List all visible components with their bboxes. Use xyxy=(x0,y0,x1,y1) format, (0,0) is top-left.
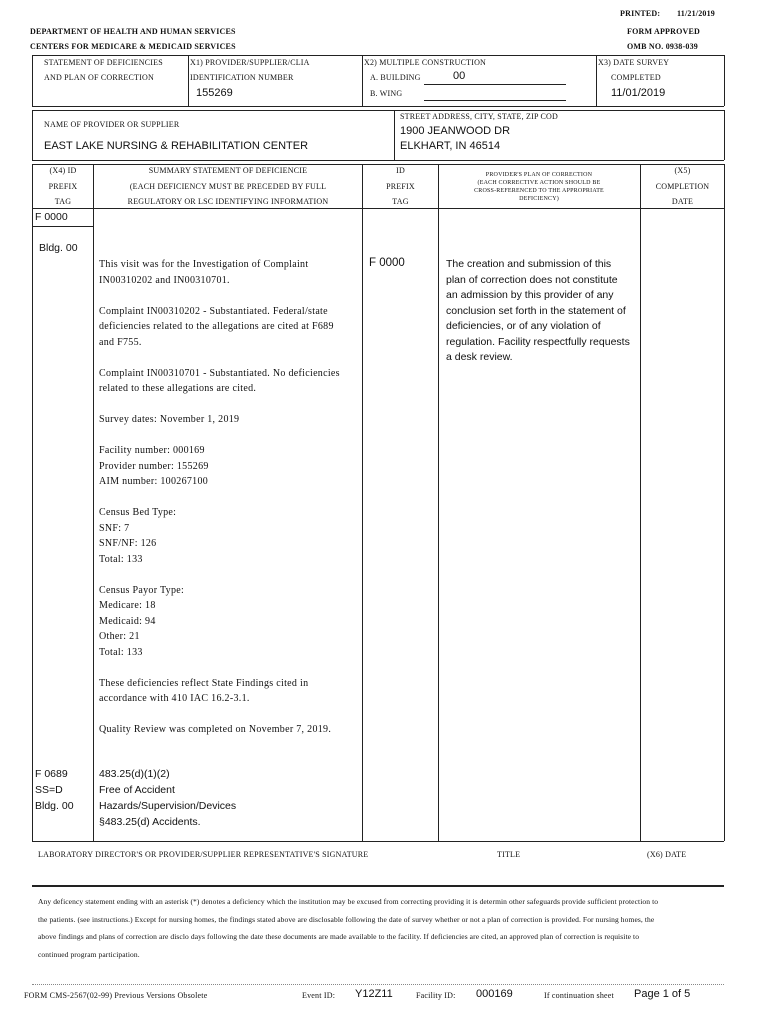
rule xyxy=(93,164,94,841)
x5-header-3: DATE xyxy=(671,197,694,206)
summary-paragraph: Census Payor Type: Medicare: 18 Medicaid: 94 Other: 21 Total: 133 xyxy=(99,584,185,658)
poc-header-4: DEFICIENCY) xyxy=(519,196,559,202)
x1-label-1: X1) PROVIDER/SUPPLIER/CLIA xyxy=(190,58,310,67)
address-line-1: 1900 JEANWOOD DR xyxy=(400,125,511,137)
x5-header-1: (X5) xyxy=(674,166,691,175)
signature-label: LABORATORY DIRECTOR'S OR PROVIDER/SUPPLIER REPRESENTATIVE'S SIGNATURE xyxy=(38,850,369,859)
wing-underline xyxy=(424,100,566,101)
signature-rule xyxy=(32,885,724,887)
regulation-line-3: Hazards/Supervision/Devices xyxy=(99,800,237,812)
rule xyxy=(724,55,725,106)
id-header-2: PREFIX xyxy=(386,182,415,191)
summary-paragraph: Complaint IN00310701 - Substantiated. No deficiencies related to these allegations are cited. xyxy=(99,367,340,394)
x5-header-2: COMPLETION xyxy=(655,182,710,191)
regulation-line-4: §483.25(d) Accidents. xyxy=(99,816,201,828)
statement-label-1: STATEMENT OF DEFICIENCIES xyxy=(44,58,163,67)
plan-of-correction-text: The creation and submission of this plan of correction does not constitute an admission by this provider of any conclusion set forth in the statement of deficiencies, or of any violation of regulation. Facility respectfully requests a desk review. xyxy=(446,258,630,363)
rule xyxy=(394,110,395,160)
regulation-line-2: Free of Accident xyxy=(99,784,175,796)
rule xyxy=(32,106,724,107)
footer-rule xyxy=(32,984,724,985)
rule xyxy=(32,160,724,161)
survey-date: 11/01/2019 xyxy=(611,87,666,99)
summary-header-3: REGULATORY OR LSC IDENTIFYING INFORMATION xyxy=(127,197,329,206)
provider-name-label: NAME OF PROVIDER OR SUPPLIER xyxy=(44,120,180,129)
department-title: DEPARTMENT OF HEALTH AND HUMAN SERVICES xyxy=(30,27,236,36)
facility-id-label: Facility ID: xyxy=(416,991,456,1000)
x1-label-2: IDENTIFICATION NUMBER xyxy=(190,73,294,82)
centers-title: CENTERS FOR MEDICARE & MEDICAID SERVICES xyxy=(30,42,236,51)
x4-header-2: PREFIX xyxy=(48,182,78,191)
summary-paragraph: Quality Review was completed on November 7, 2019. xyxy=(99,724,332,735)
rule xyxy=(32,164,724,165)
rule xyxy=(32,110,724,111)
continuation-label: If continuation sheet xyxy=(544,991,614,1000)
event-id-value: Y12Z11 xyxy=(355,988,393,1000)
x4-header-3: TAG xyxy=(54,197,72,206)
bldg-00: Bldg. 00 xyxy=(39,242,78,254)
statement-label-2: AND PLAN OF CORRECTION xyxy=(44,73,154,82)
summary-paragraph: Facility number: 000169 Provider number: 155269 AIM number: 100267100 xyxy=(99,445,209,487)
rule xyxy=(32,164,33,841)
event-id-label: Event ID: xyxy=(302,991,336,1000)
id-header-3: TAG xyxy=(392,197,409,206)
summary-paragraph: Census Bed Type: SNF: 7 SNF/NF: 126 Total: 133 xyxy=(99,507,177,565)
x6-date-label: (X6) DATE xyxy=(647,850,687,859)
rule xyxy=(362,164,363,841)
poc-header-1: PROVIDER'S PLAN OF CORRECTION xyxy=(485,172,593,178)
footnote: Any deficency statement ending with an asterisk (*) denotes a deficiency which the institution may be excused from correcting providing it is determin other safeguards provide sufficient protection to the patients. (see instructions.) Except for nursing homes, the findings stated above are disclosable following the date of survey whether or not a plan of correction is provided. For nursing homes, the above findings and plans of correction are disclo days following the date these documents are made available to the facility. If deficiencies are cited, an approved plan of correction is requisite to continued program participation. xyxy=(38,897,659,959)
form-approved: FORM APPROVED xyxy=(627,27,701,36)
rule xyxy=(32,208,724,209)
rule xyxy=(32,841,724,842)
omb-number: OMB NO. 0938-039 xyxy=(627,42,698,51)
x3-label-1: X3) DATE SURVEY xyxy=(598,58,670,67)
provider-number: 155269 xyxy=(196,87,233,99)
severity-scope: SS=D xyxy=(35,784,63,796)
building-underline xyxy=(424,84,566,85)
rule xyxy=(32,110,33,160)
rule xyxy=(438,164,439,841)
poc-header-2: (EACH CORRECTIVE ACTION SHOULD BE xyxy=(477,180,601,186)
rule xyxy=(596,55,597,106)
printed-label: PRINTED: xyxy=(620,9,661,18)
rule xyxy=(362,55,363,106)
address-label: STREET ADDRESS, CITY, STATE, ZIP COD xyxy=(400,112,558,121)
form-number: FORM CMS-2567(02-99) Previous Versions Obsolete xyxy=(24,991,208,1000)
x2-label: X2) MULTIPLE CONSTRUCTION xyxy=(364,58,487,67)
bldg-00-second: Bldg. 00 xyxy=(35,800,74,812)
summary-header-1: SUMMARY STATEMENT OF DEFICIENCIE xyxy=(148,166,308,175)
x4-header-1: (X4) ID xyxy=(49,166,77,175)
summary-paragraph: Complaint IN00310202 - Substantiated. Federal/state deficiencies related to the allegations are cited at F689 and F755. xyxy=(99,305,334,348)
title-label: TITLE xyxy=(497,850,521,859)
poc-header-3: CROSS-REFERENCED TO THE APPROPRIATE xyxy=(474,188,604,194)
regulation-line-1: 483.25(d)(1)(2) xyxy=(99,768,170,780)
tag-f0689: F 0689 xyxy=(35,768,68,780)
rule xyxy=(32,226,93,227)
rule xyxy=(32,55,33,106)
rule xyxy=(724,164,725,841)
summary-paragraph: Survey dates: November 1, 2019 xyxy=(99,414,240,425)
tag-f0000: F 0000 xyxy=(35,211,68,223)
address-line-2: ELKHART, IN 46514 xyxy=(400,140,501,152)
summary-paragraph: This visit was for the Investigation of Complaint IN00310202 and IN00310701. xyxy=(99,259,309,286)
summary-paragraph: These deficiencies reflect State Findings cited in accordance with 410 IAC 16.2-3.1. xyxy=(99,677,309,704)
building-label: A. BUILDING xyxy=(370,73,421,82)
rule xyxy=(32,55,724,56)
wing-label: B. WING xyxy=(370,89,403,98)
poc-tag-f0000: F 0000 xyxy=(369,257,405,269)
id-header-1: ID xyxy=(396,166,405,175)
summary-header-2: (EACH DEFICIENCY MUST BE PRECEDED BY FULL xyxy=(129,182,327,191)
printed-date: 11/21/2019 xyxy=(677,9,716,18)
facility-id-value: 000169 xyxy=(476,988,513,1000)
rule xyxy=(188,55,189,106)
rule xyxy=(724,110,725,160)
x3-label-2: COMPLETED xyxy=(611,73,661,82)
summary-text xyxy=(99,257,349,753)
rule xyxy=(640,164,641,841)
provider-name: EAST LAKE NURSING & REHABILITATION CENTER xyxy=(44,140,309,152)
page-number: Page 1 of 5 xyxy=(634,988,691,1000)
building-value: 00 xyxy=(453,70,466,82)
